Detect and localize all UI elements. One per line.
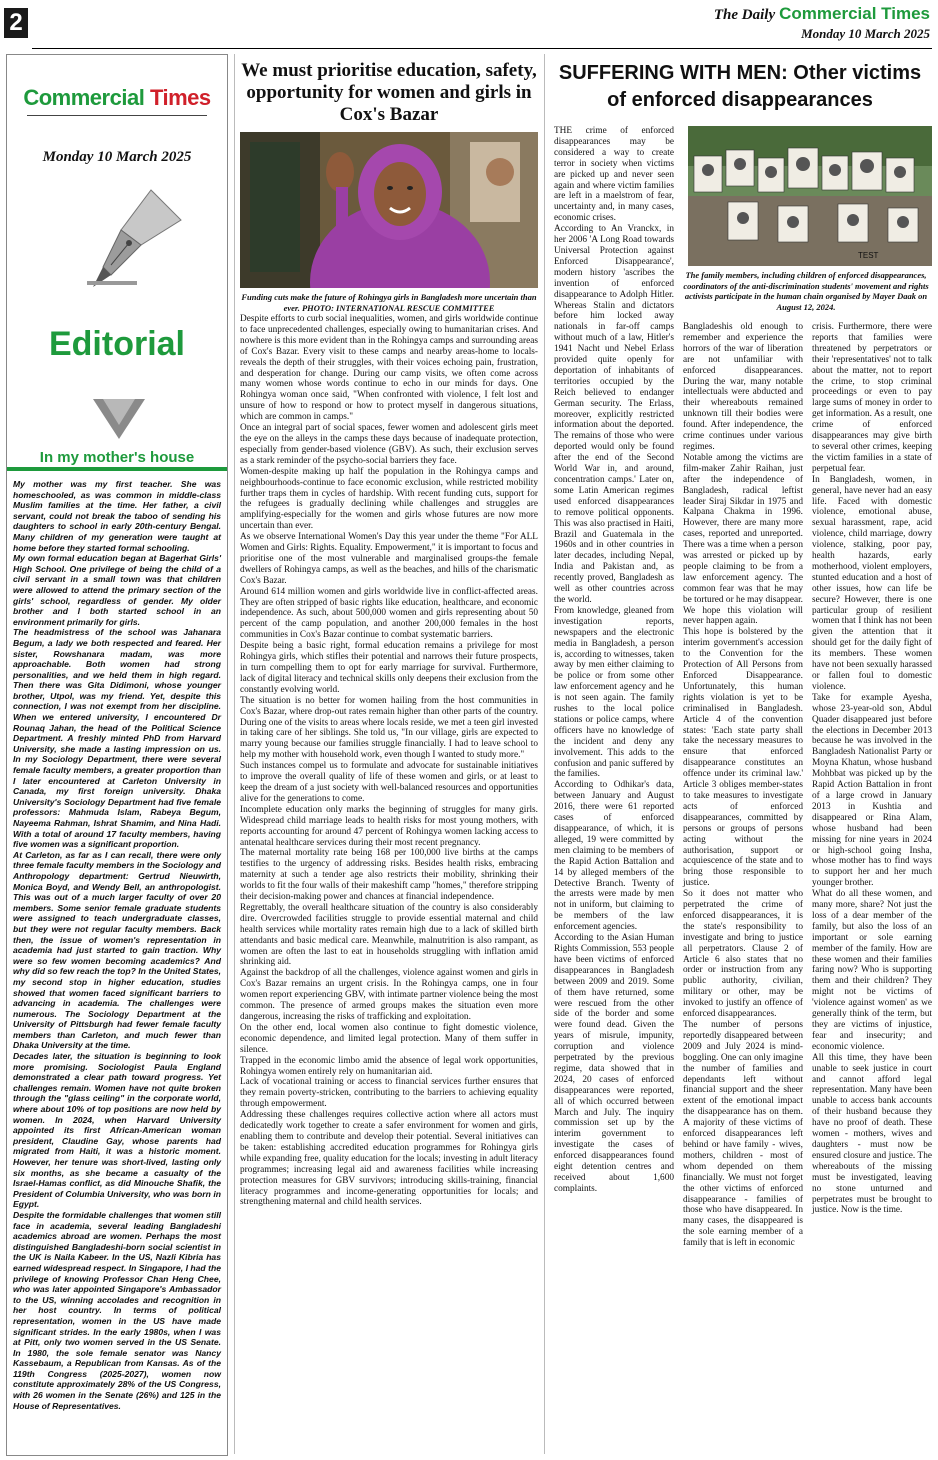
editorial-column xyxy=(6,54,228,1456)
column-paragraph: Despite the formidable challenges that women still face in academia, several leading Bangladeshi academics abroad are women. Perhaps the most distinguished Bangladeshi-born social scientist in the UK is Naila Kabeer. In the US, Nazli Kibria has earned widespread respect. In Singapore, I had the privilege of knowing Professor Chan Heng Chee, who was later appointed Singapore's Ambassador to the US, winning accolades and recognition in her host country. In terms of political representation, women in the US have made significant strides. In the early 1980s, when I was at Pitt, only two women served in the US Senate. In 1980, the sole female senator was Nancy Kassebaum, a Republican from Kansas. As of the 119th Congress (2025-2027), women now constitute approximately 28% of the US Congress, with 26 women in the Senate (26%) and 125 in the House of Representatives. xyxy=(13,1209,221,1411)
brand-times: Times xyxy=(149,85,211,110)
column-paragraph: At Carleton, as far as I can recall, there were only three female faculty members in the Sociology and Anthropology department: Gertrud Nieuwirth, Monica Boyd, and Wendy Bell, an anthropologist. This was out of a much larger faculty of over 20 members. Some senior female graduate students were assigned to teach undergraduate classes, but they were not regular faculty members. Back then, the issue of women's representation in academia had just started to gain traction. Why were so few women becoming academics? And why did so few reach the top? In the United States, my second stop in higher education, studies showed that women faced significant barriers to advancing in academia. The challenges were numerous. The Sociology Department at the University of Pittsburgh had fewer female faculty members than Carleton, and much fewer than Dhaka University at the time. xyxy=(13,849,221,1051)
column-paragraph: Decades later, the situation is beginning to look more promising. Sociologist Paula England demonstrated a clear path toward progress. Yet challenges remain. Women have not quite broken through the "glass ceiling" in the corporate world, where about 10% of top positions are now held by women. In 2024, when Harvard University appointed its first African-American woman president, Claudine Gay, whose parents had migrated from Haiti, it was a historic moment. However, her tenure was short-lived, lasting only six months, as she became a casualty of the Israel-Hamas conflict, as did Minouche Shafik, the President of Columbia University, who was born in Egypt. xyxy=(13,1051,221,1210)
section-title: Editorial xyxy=(48,325,186,363)
article-paragraph: Bangladeshis old enough to remember and experience the horrors of the war of liberation are not unfamiliar with enforced disappearances. During the war, many notable intellectuals were abducted and their whereabouts remained unknown till their bodies were found. After independence, the crime continues under various regimes. xyxy=(683,322,803,452)
column-paragraph: My own formal education began at Bagerhat Girls' High School. One privilege of being the child of a civil servant in a small town was that children were allowed to attend the primary section of the girls' school, regardless of gender. My older brother and I both started school in an environment primarily for girls. xyxy=(13,553,221,627)
column-rule xyxy=(544,54,545,1454)
article-paragraph: All this time, they have been unable to seek justice in court and cannot afford legal representation. Many have been unable to access bank accounts of their husband because they have no proof of death. These women - mothers, wives and daughters - must now be ensured closure and justice. The whereabouts of the missing must be investigated, leaving no stone unturned and perpetrates must be brought to justice. Now is the time. xyxy=(812,1052,932,1216)
article-paragraph: The maternal mortality rate being 168 per 100,000 live births at the camps testifies to the urgency of addressing risks. Besides health risks, embracing maternity at such a tender age also restricts their mobility, shrinking their worlds to fit the four walls of their makeshift camp "homes," therefore stripping their decision-making power and chances at financial independence. xyxy=(240,848,538,903)
article-paragraph: Notable among the victims are film-maker Zahir Raihan, just after the independence of Bangladesh, radical leftist leader Siraj Sikdar in 1975 and Kalpana Chakma in 1996. However, there are many more cases, reported and unreported. There was a time when a person was arrested or picked up by people claiming to be from a law enforcement agency. The common fear was that he may be tortured or he may disappear. We hope this violation will never happen again. xyxy=(683,452,803,627)
article-paragraph: Take for example Ayesha, whose 23-year-old son, Abdul Quader disappeared just before the elections in December 2013 because he was involved in the Bangladesh Nationalist Party or Moyna Khatun, whose husband Mohbbat was picked up by the Rapid Action Battalion in front of a large crowd in January 2013 in Kushtia and disappeared or Rina Alam, whose husband had been missing for nine years in 2024 or high-school going Insha, whose mother has to find ways to support her and her much younger brother. xyxy=(812,692,932,889)
article-paragraph: Despite being a basic right, formal education remains a privilege for most Rohingya girls, which stifles their potential and narrows their future prospects, in turn compelling them to opt for early marriage for survival. Furthermore, lack of digital literacy and technical skills only deepens their exclusion from the constantly evolving world. xyxy=(240,641,538,695)
column-title: In my mother's house xyxy=(39,449,195,466)
column-paragraph: The headmistress of the school was Jahanara Begum, a lady we both respected and feared. Her sister, Rowshanara madam, was more approachable. Both women had strong personalities, and we held them in high regard. Then there was Gita Didimoni, whose younger brother, Utpol, was my friend. Yet, despite this connection, I was not exempt from her discipline. When we entered university, I encountered Dr Rounaq Jahan, the head of the Political Science Department. A freshly minted PhD from Harvard University, she made a lasting impression on us. In my Sociology Department, there were several female faculty members, a greater proportion than I later encountered at Carleton University in Canada, my first foreign university. Dhaka University's Sociology Department had five female professors: Mahmuda Islam, Rabeya Begum, Nayeema Rahman, Ishrat Shamim, and Nina Hadi. With a total of around 17 faculty members, having five women was a significant proportion. xyxy=(13,627,221,850)
article-paragraph: According to An Vranckx, in her 2006 'A Long Road towards Universal Protection against Enforced Disappearance', modern history 'ascribes the invention of enforced disappearance to Adolph Hitler. Whereas Stalin and dictators before him locked away nationals in far-off camps without much of a law, Hitler's 1941 Nacht und Nebel Erlass provided quite openly for deportation of inhabitants of territories occupied by the Reich believed to endanger German security. The Erlass, moreover, explicitly restricted information about the deported. The remains of those who were deported would only be found after the end of the Second World War in, and around, concentration camps.' Later on, some Latin American regimes used enforced disappearances to remove political opponents. This was also practised in Haiti, Brazil and Guatemala in the 1960s and in other countries in later decades, including Nepal, India and Pakistan and, as recently proved, Bangladesh as well as other countries across the world. xyxy=(554,224,674,605)
article-paragraph: Addressing these challenges requires collective action where all actors must dedicatedly work together to create a safer environment for women and girls, enabling them to contribute and develop their potential. Several initiatives can be taken: establishing accredited education programmes for Rohingya girls while expanding free, quality education for the locals; investing in adult literacy programmes; increasing legal aid and awareness facilities while increasing protection measures for GBV survivors; introducing skills-training, financial literacy programmes and income-generating opportunities for locals; and strengthening maternal and child health services. xyxy=(240,1110,538,1208)
article-title-disappearances: SUFFERING WITH MEN: Other victims of enforced disappearances xyxy=(558,62,922,111)
editorial-date: Monday 10 March 2025 xyxy=(42,149,192,165)
pen-nib-icon xyxy=(81,185,193,295)
article-paragraph: Around 614 million women and girls worldwide live in conflict-affected areas. They are often stripped of basic rights like education, healthcare, and economic independence. As such, about 500,000 women and girls representing about 50 percent of the camp population, and another 200,000 females in the host communities in Cox's Bazar continue to combat systematic barriers. xyxy=(240,586,538,641)
article-title-rohingya: We must prioritise education, safety, opportunity for women and girls in Cox's Bazar xyxy=(241,60,537,125)
disappearances-column-1 xyxy=(554,126,674,1195)
article-paragraph: Against the backdrop of all the challenges, violence against women and girls in Cox's Bazar remains an urgent crisis. In the Rohingya camps, one in four women report experiencing GBV, with intimate partner violence being the most common. The presence of armed groups makes the situation even more dangerous, increasing the risks of trafficking and exploitation. xyxy=(240,968,538,1022)
column-title-bar xyxy=(7,467,227,471)
article-paragraph: According to Odhikar's data, between January and August 2016, there were 61 reported cases of enforced disappearance, of which, it is alleged, 19 were committed by men claiming to be members of the Rapid Action Battalion and 14 by alleged members of the Detective Branch. Twenty of the arrests were made by men not in uniform, but claiming to be members of the law enforcement agencies. xyxy=(554,780,674,933)
article-paragraph: The situation is no better for women hailing from the host communities in Cox's Bazar, where drop-out rates remain higher than other parts of the country. During one of the visits to areas where locals reside, we met a teen girl invested in taking care of her siblings. She told us, "In our village, girls are expected to marry young because our families struggle financially. I had to leave school to help my mother with household work, even though I wanted to study more." xyxy=(240,695,538,761)
article-paragraph: Such instances compel us to formulate and advocate for sustainable initiatives to improve the overall quality of life of these women and girls, or at least to keep the dream of a just society with well-balanced resources and opportunities alive for the generations to come. xyxy=(240,761,538,804)
masthead-paper-name: Commercial Times xyxy=(779,4,930,23)
article-photo-human-chain xyxy=(688,126,932,266)
article-paragraph: Despite efforts to curb social inequalities, women, and girls worldwide continue to face unprecedented challenges, especially owing to humanitarian crises. And nowhere is this more evident than in the Rohingya camps and surrounding areas of Cox's Bazar. Every visit to these camps and nearby areas-home to locals-reveals the depth of their struggles, with their voices echoing pain, frustration, and desperation for change. During our camp visits, we often come across many women whose words continue to echo in our minds for days. One Rohingya woman once said, "When confronted with violence, I felt lost and unsure of how to respond or how to protect myself in dangerous situations, which are common in camps." xyxy=(240,314,538,423)
column-paragraph: My mother was my first teacher. She was homeschooled, as was common in middle-class Muslim families at the time. Her father, a civil servant, could not break the taboo of sending his daughters to school in early 20th-century Bengal. Many children of my generation were taught at home before they started formal schooling. xyxy=(13,479,221,553)
placard-text: TEST xyxy=(858,251,879,260)
article-body-rohingya xyxy=(240,314,538,1208)
article-paragraph: Trapped in the economic limbo amid the absence of legal work opportunities, Rohingya women entirely rely on humanitarian aid. xyxy=(240,1055,538,1077)
disappearances-column-2 xyxy=(683,322,803,1249)
article-paragraph: In Bangladesh, women, in general, have never had an easy life. Faced with domestic violence, emotional abuse, sexual harassment, rape, acid violence, child marriage, dowry violence, stalking, poor pay, health hazards, early motherhood, violent employers, stunted education and a host of other issues, how can life be secure? However, there is one particular group of resilient women that I think has not been given the attention that it should get for the daily fight of its members. These women have not been sexually harassed or fallen foul to domestic violence. xyxy=(812,474,932,692)
article-paragraph: crisis. Furthermore, there were reports that families were threatened by perpetrators or their 'representatives' not to talk about the matter, not to report the crime, to stop criminal proceedings or even to pay large sums of money in order to get information. As a result, one crime of enforced disappearances may give birth to several other crimes, keeping the victim families in a state of perpetual fear. xyxy=(812,322,932,474)
article-paragraph: From knowledge, gleaned from investigation reports, newspapers and the electronic media in Bangladesh, a person is, according to witnesses, taken away by men either claiming to be police or from some other law enforcement agency and he is not seen again. The family rushes to the local police stations or police camps, where officers have no knowledge of the incident and deny any involvement. This adds to the confusion and panic suffered by the families. xyxy=(554,605,674,780)
article-paragraph: On the other end, local women also continue to fight domestic violence, economic dependence, and limited legal protection. Many of them suffer in silence. xyxy=(240,1022,538,1055)
article-photo-caption: Funding cuts make the future of Rohingya girls in Bangladesh more uncertain than ever. PHOTO: INTERNATIONAL RESCUE COMMITTEE xyxy=(241,292,537,313)
masthead xyxy=(714,4,930,42)
article-paragraph: Regrettably, the overall healthcare situation of the country is also considerably dire. Overcrowded facilities struggle to provide essential maternal and child health services while mortality rates remain high due to a lack of skilled birth attendants and basic medical care. Meanwhile, malnutrition is also rampant, as women are often the last to eat in households struggling with inflation amid shrinking aid. xyxy=(240,902,538,968)
article-paragraph: Lack of vocational training or access to financial services further ensures that they remain poverty-stricken, contributing to the barriers to achieving equality through empowerment. xyxy=(240,1077,538,1110)
masthead-the-daily: The Daily xyxy=(713,7,776,23)
article-paragraph: The number of persons reportedly disappeared between 2009 and July 2024 is mind-boggling. One can only imagine the number of families and dependants left without financial support and the sheer extent of the emotional impact the disappearance has on them. A majority of these victims of enforced disappearances left behind or have family - wives, mothers, children - most of whom depended on them financially. We must not forget the other victims of enforced disappearance - families of those who have disappeared. In many cases, the disappeared is the sole earning member of a family that is left in economic xyxy=(683,1020,803,1249)
header-rule xyxy=(32,48,932,49)
article-paragraph: Once an integral part of social spaces, fewer women and adolescent girls meet the eye on the alleys in the camps these days because of inadequate protection, especially from gender-based violence (GBV). As such, their exclusion serves as a stark reminder of the psycho-social barriers they face. xyxy=(240,423,538,466)
masthead-date: Monday 10 March 2025 xyxy=(801,26,930,41)
down-arrow-icon xyxy=(93,399,145,439)
disappearances-column-3 xyxy=(812,322,932,1216)
article-paragraph: As we observe International Women's Day this year under the theme "For ALL Women and Girls: Rights. Equality. Empowerment," it is important to focus and prioritise one of the most vulnerable and marginalised groups-the female dwellers of Rohingya camps, as well as the beaches, and hills of the charismatic Cox's Bazar. xyxy=(240,532,538,586)
article-paragraph: What do all these women, and many more, share? Not just the loss of a dear member of the family, but also the loss of an important or sole earning member of the family. How are these women and their families faring now? Who is supporting them and their children? They might not be victims of 'violence against women' as we generally think of the term, but they are victims of injustice, fear and insecurity; and economic violence. xyxy=(812,889,932,1052)
article-paragraph: THE crime of enforced disappearances may be considered a way to create terror in society when victims are picked up and never seen again and where victim families are left in a maelstrom of fear, uncertainty and, in many cases, economic crises. xyxy=(554,126,674,224)
editorial-brand xyxy=(7,85,227,111)
article-paragraph: According to the Asian Human Rights Commission, 553 people have been victims of enforced disappearances in Bangladesh between 2009 and 2019. Some of them have returned, some were rescued from the other side of the border and some were found dead. Given the years of misrule, impunity, corruption and violence perpetrated by the previous regime, data showed that in 2024, 20 cases of enforced disappearances were reported, all of which occurred between March and July. The inquiry commission set up by the interim government to investigate the cases of enforced disappearances found eight detention centres and received about 1,600 complaints. xyxy=(554,933,674,1194)
page-number: 2 xyxy=(4,8,28,38)
article-paragraph: This hope is bolstered by the interim government's accession to the Convention for the Protection of All Persons from Enforced Disappearance. Unfortunately, this human rights violation is yet to be criminalised in Bangladesh. Article 4 of the convention states: 'Each state party shall take the necessary measures to ensure that enforced disappearance constitutes an offence under its criminal law.' Article 3 obliges member-states to take measures to investigate acts of enforced disappearances, committed by persons or groups of persons acting without the authorisation, support or acquiescence of the state and to bring those responsible to justice. xyxy=(683,627,803,889)
article-paragraph: Incomplete education only marks the beginning of struggles for many girls. Widespread child marriage leads to health risks for most young mothers, with reports accounting for around 47 percent of Rohingya women lacking access to antenatal healthcare services during their most recent pregnancy. xyxy=(240,804,538,848)
human-chain-caption: The family members, including children of enforced disappearances, coordinators of the anti-discrimination students' movement and rights activists participate in the human chain organised by Mayer Daak on August 12, 2024. xyxy=(683,270,929,312)
column-rule xyxy=(234,54,235,1454)
article-photo-rohingya-girl xyxy=(240,132,538,288)
brand-rule xyxy=(27,115,207,116)
column-body xyxy=(13,479,221,1411)
article-paragraph: So it does not matter who perpetrated the crime of enforced disappearances, it is the state's responsibility to investigate and bring to justice all perpetrators. Clause 2 of Article 6 also states that no order or instruction from any public authority, civilian, military or other, may be invoked to justify an offence of enforced disappearances. xyxy=(683,889,803,1020)
article-paragraph: Women-despite making up half the population in the Rohingya camps and neighbourhoods-continue to face economic exclusion, while restricted mobility further traps them in cycles of hardship. With recent funding cuts, support for the refugees is gradually declining while challenges and struggles are amplifying-especially for the women and girls whose futures are now more uncertain than ever. xyxy=(240,466,538,532)
brand-commercial: Commercial xyxy=(23,85,145,110)
